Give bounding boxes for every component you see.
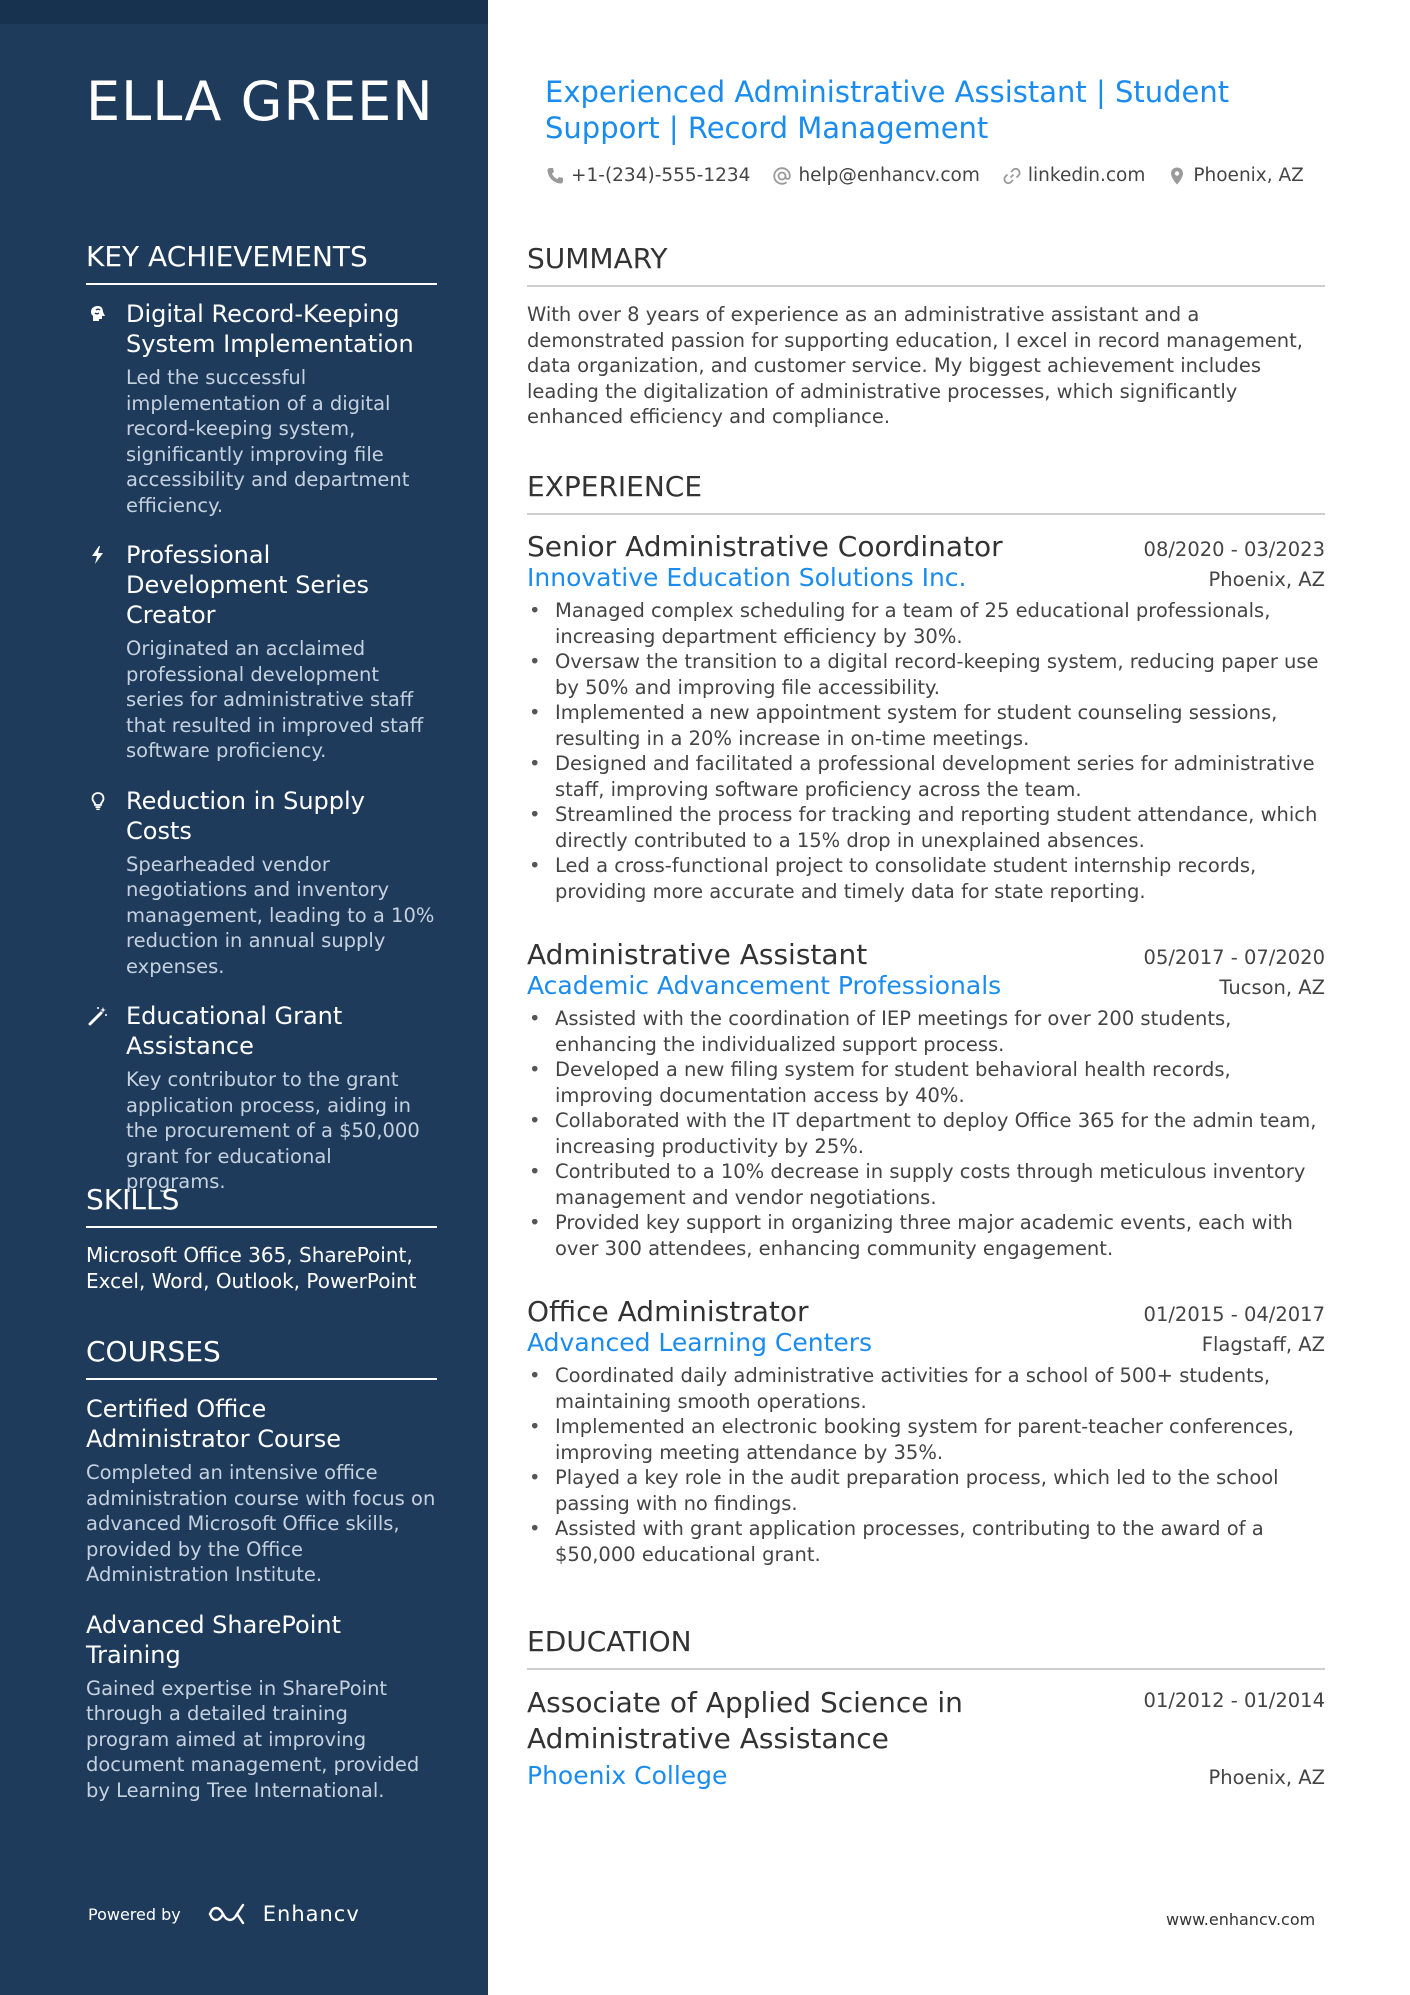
course-item <box>86 1394 437 1588</box>
candidate-name: ELLA GREEN <box>86 70 434 133</box>
skills-section <box>86 1183 437 1294</box>
achievement-desc: Led the successful implementation of a digital record-keeping system, significantly improving file accessibility and department efficiency. <box>126 366 410 517</box>
job-bullet: • Designed and facilitated a professional development series for administrative staff, improving software proficiency across the team. <box>527 751 1325 802</box>
course-title: Certified Office Administrator Course <box>86 1395 342 1453</box>
skills-heading: SKILLS <box>86 1183 437 1228</box>
brain-icon <box>86 299 110 518</box>
achievement-desc: Originated an acclaimed professional development series for administrative staff that resulted in improved staff software proficiency. <box>126 637 424 762</box>
job-bullet: • Led a cross-functional project to consolidate student internship records, providing more accurate and timely data for state reporting. <box>527 853 1325 904</box>
lightbulb-icon <box>86 786 110 980</box>
footer-url[interactable]: www.enhancv.com <box>1166 1910 1316 1929</box>
magic-wand-icon <box>86 1001 110 1195</box>
summary-text: With over 8 years of experience as an administrative assistant and a demonstrated passion for supporting education, I excel in record management, data organization, and customer service. My biggest achievement includes leading the digitalization of administrative processes, which significantly enhanced efficiency and compliance. <box>527 303 1304 428</box>
powered-by <box>88 1902 360 1926</box>
link-icon <box>1002 166 1022 186</box>
achievement-title: Educational Grant Assistance <box>126 1002 343 1060</box>
achievement-item <box>86 540 437 764</box>
at-icon <box>772 166 792 186</box>
contact-phone[interactable] <box>545 165 750 186</box>
experience-heading: EXPERIENCE <box>527 470 1325 515</box>
job-bullets <box>527 598 1325 904</box>
job-dates: 05/2017 - 07/2020 <box>1143 946 1325 969</box>
enhancv-logo[interactable] <box>207 1902 360 1926</box>
achievement-desc: Key contributor to the grant application process, aiding in the procurement of a $50,000 grant for educational programs. <box>126 1068 420 1193</box>
location-pin-icon <box>1167 166 1187 186</box>
courses-heading: COURSES <box>86 1335 437 1380</box>
job-bullet: • Oversaw the transition to a digital record-keeping system, reducing paper use by 50% and improving file accessibility. <box>527 649 1325 700</box>
job-bullet: • Developed a new filing system for student behavioral health records, improving documentation access by 40%. <box>527 1057 1325 1108</box>
job-dates: 01/2015 - 04/2017 <box>1143 1303 1325 1326</box>
job-bullet: • Played a key role in the audit preparation process, which led to the school passing with no findings. <box>527 1465 1325 1516</box>
school-location: Phoenix, AZ <box>1208 1766 1325 1789</box>
brand-name: Enhancv <box>262 1902 360 1926</box>
course-item <box>86 1610 437 1804</box>
job-bullets <box>527 1006 1325 1261</box>
contact-bar <box>545 165 1304 186</box>
achievement-title: Reduction in Supply Costs <box>126 786 365 845</box>
phone-text: +1-(234)-555-1234 <box>571 165 751 186</box>
job-company: Advanced Learning Centers <box>527 1328 873 1357</box>
education-entry <box>527 1685 1325 1790</box>
lightning-icon <box>86 540 110 764</box>
courses-section <box>86 1335 437 1825</box>
course-desc: Gained expertise in SharePoint through a detailed training program aimed at improving document management, provided by Learning Tree International. <box>86 1676 420 1802</box>
location-text: Phoenix, AZ <box>1193 165 1304 186</box>
email-text: help@enhancv.com <box>798 165 980 186</box>
job-bullet: • Provided key support in organizing three major academic events, each with over 300 attendees, enhancing community engagement. <box>527 1210 1325 1261</box>
job-location: Flagstaff, AZ <box>1201 1333 1325 1356</box>
job-bullet: • Managed complex scheduling for a team of 25 educational professionals, increasing department efficiency by 30%. <box>527 598 1325 649</box>
powered-by-label: Powered by <box>88 1904 181 1924</box>
achievement-item <box>86 786 437 980</box>
achievement-item <box>86 299 437 518</box>
job-company: Innovative Education Solutions Inc. <box>527 563 967 592</box>
headline: Experienced Administrative Assistant | Student Support | Record Management <box>545 75 1230 145</box>
job-location: Phoenix, AZ <box>1208 568 1325 591</box>
achievement-title: Digital Record-Keeping System Implementation <box>126 300 414 358</box>
job-bullets <box>527 1363 1325 1567</box>
job-location: Tucson, AZ <box>1219 976 1325 999</box>
achievements-section <box>86 240 437 1217</box>
job-dates: 08/2020 - 03/2023 <box>1143 538 1325 561</box>
contact-email[interactable] <box>772 165 979 186</box>
job-bullet: • Implemented a new appointment system for student counseling sessions, resulting in a 20% increase in on-time meetings. <box>527 700 1325 751</box>
contact-location <box>1167 165 1304 186</box>
job-company: Academic Advancement Professionals <box>527 971 1002 1000</box>
school-name: Phoenix College <box>527 1761 728 1790</box>
achievement-desc: Spearheaded vendor negotiations and inventory management, leading to a 10% reduction in annual supply expenses. <box>126 852 435 978</box>
job-bullet: • Assisted with the coordination of IEP meetings for over 200 students, enhancing the individualized support process. <box>527 1006 1325 1057</box>
skills-list: Microsoft Office 365, SharePoint, Excel, Word, Outlook, PowerPoint <box>86 1243 417 1293</box>
degree-title: Associate of Applied Science in Administrative Assistance <box>527 1686 963 1755</box>
job-entry <box>527 938 1325 1261</box>
education-dates: 01/2012 - 01/2014 <box>1143 1689 1325 1712</box>
course-desc: Completed an intensive office administration course with focus on advanced Microsoft Office skills, provided by the Office Administration Institute. <box>86 1461 436 1586</box>
education-heading: EDUCATION <box>527 1625 1325 1670</box>
course-title: Advanced SharePoint Training <box>86 1610 342 1669</box>
job-entry <box>527 1295 1325 1567</box>
job-bullet: • Implemented an electronic booking system for parent-teacher conferences, improving meeting attendance by 35%. <box>527 1414 1325 1465</box>
job-bullet: • Streamlined the process for tracking and reporting student attendance, which directly contributed to a 15% drop in unexplained absences. <box>527 802 1325 853</box>
job-entry <box>527 530 1325 904</box>
job-bullet: • Assisted with grant application processes, contributing to the award of a $50,000 educational grant. <box>527 1516 1325 1567</box>
sidebar <box>0 0 488 1995</box>
job-bullet: • Contributed to a 10% decrease in supply costs through meticulous inventory management and vendor negotiations. <box>527 1159 1325 1210</box>
summary-heading: SUMMARY <box>527 242 1325 287</box>
contact-linkedin[interactable] <box>1002 165 1145 186</box>
job-bullet: • Collaborated with the IT department to deploy Office 365 for the admin team, increasing productivity by 25%. <box>527 1108 1325 1159</box>
enhancv-logo-icon <box>207 1902 253 1926</box>
phone-icon <box>545 166 565 186</box>
job-bullet: • Coordinated daily administrative activities for a school of 500+ students, maintaining smooth operations. <box>527 1363 1325 1414</box>
sidebar-top-strip <box>0 0 488 24</box>
job-title: Office Administrator <box>527 1295 809 1328</box>
achievements-heading: KEY ACHIEVEMENTS <box>86 240 437 285</box>
job-title: Senior Administrative Coordinator <box>527 530 1003 563</box>
achievement-title: Professional Development Series Creator <box>126 541 369 629</box>
job-title: Administrative Assistant <box>527 938 868 971</box>
linkedin-text: linkedin.com <box>1027 165 1146 186</box>
achievement-item <box>86 1001 437 1195</box>
